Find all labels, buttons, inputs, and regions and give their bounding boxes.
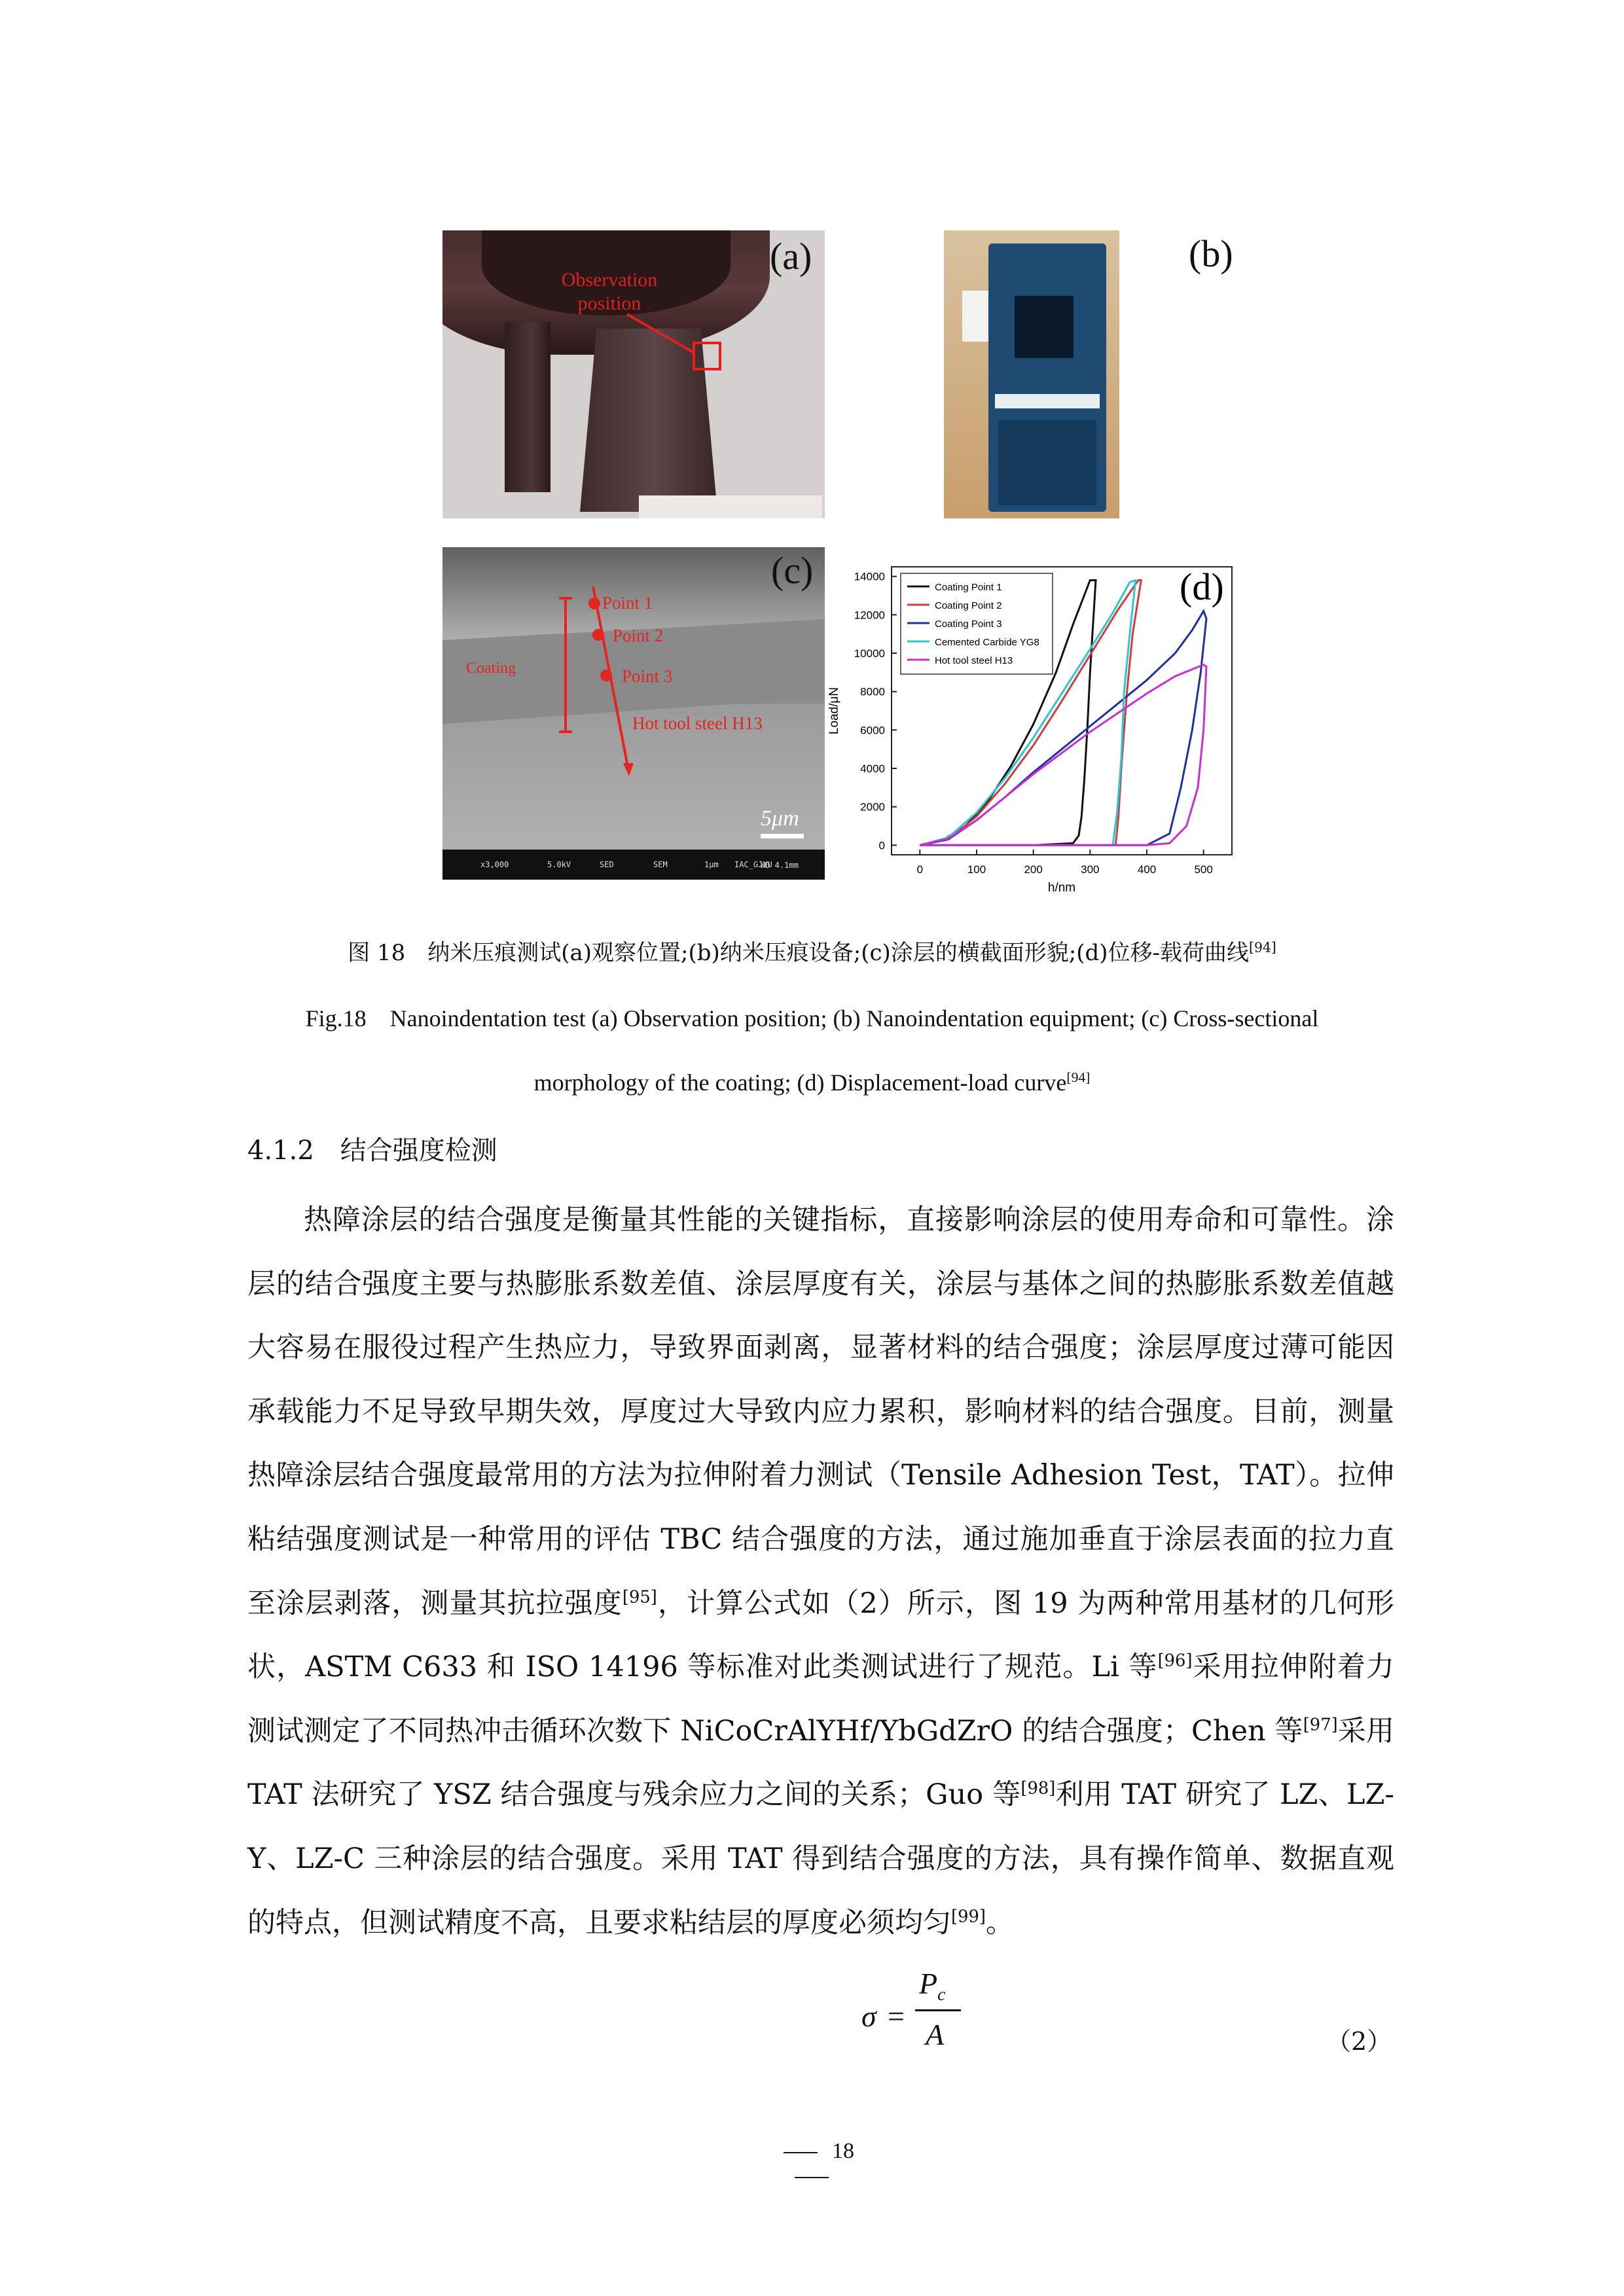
y-tick-label: 0: [878, 839, 885, 852]
scale-bar-label: 5μm: [761, 806, 799, 831]
formula-denominator: A: [926, 2018, 945, 2051]
legend-label-4: Cemented Carbide YG8: [935, 637, 1039, 648]
caption-cn-text: 图 18 纳米压痕测试(a)观察位置;(b)纳米压痕设备;(c)涂层的横截面形貌;(d)位移-载荷曲线: [348, 940, 1250, 966]
y-tick-label: 2000: [860, 800, 885, 814]
y-tick-label: 12000: [854, 609, 885, 622]
sem-lab: IAC_GJYU: [734, 860, 772, 869]
y-tick-label: 10000: [854, 647, 885, 660]
x-tick-label: 300: [1081, 863, 1100, 876]
point-2-label: Point 2: [613, 626, 664, 645]
citation-ref: [99]: [951, 1907, 986, 1927]
caption-cn-ref: [94]: [1249, 939, 1276, 956]
observation-position-label: Observation position: [561, 269, 658, 314]
legend-label-2: Coating Point 2: [935, 600, 1002, 611]
equation-number: （2）: [1326, 2027, 1392, 2056]
figure-panel-b: [944, 230, 1119, 518]
y-tick-label: 8000: [860, 685, 885, 698]
y-tick-label: 4000: [860, 762, 885, 775]
point-1-label: Point 1: [602, 593, 653, 613]
x-tick-label: 0: [916, 863, 924, 876]
x-tick-label: 100: [967, 863, 986, 876]
paragraph-text: ，计算公式如（2）所示，图 19 为两种常用基材的几何形状，ASTM C633 和 ISO 14196 等标准对此类测试进行了规范。Li 等: [247, 1587, 1394, 1684]
citation-ref: [96]: [1157, 1651, 1193, 1671]
panel-tag-b: (b): [1189, 232, 1233, 275]
caption-en-ref: [94]: [1066, 1069, 1091, 1085]
point-3-marker: [600, 670, 612, 681]
formula-fraction-bar: [915, 2009, 961, 2011]
x-tick-label: 400: [1137, 863, 1157, 876]
figure-panel-c: [442, 547, 825, 880]
machine-lower-panel: [998, 420, 1096, 505]
x-axis-label: h/nm: [1047, 881, 1076, 895]
y-tick-label: 6000: [860, 724, 885, 737]
section-paragraph: [247, 1189, 1394, 1955]
nanoindenter-machine: [988, 243, 1106, 512]
y-axis-label: Load/μN: [827, 687, 841, 735]
paragraph-text: 采用 TAT 法研究了 YSZ 结合强度与残余应力之间的关系；Guo 等: [247, 1714, 1395, 1812]
point-2-marker: [592, 629, 604, 641]
machine-stripe: [995, 394, 1100, 408]
caption-en-line2: [0, 1067, 1624, 1098]
formula-eq: =: [888, 2000, 905, 2033]
section-heading: 4.1.2 结合强度检测: [247, 1136, 497, 1166]
caption-cn: [0, 937, 1624, 969]
steel-label: Hot tool steel H13: [632, 713, 763, 733]
impeller-base: [639, 495, 822, 518]
legend-label-1: Coating Point 1: [935, 582, 1002, 593]
indent-path-arrowhead: [623, 763, 634, 776]
figure-panel-d: [826, 547, 1258, 906]
sem-voltage: 5.0kV: [547, 860, 571, 869]
paragraph-text: 利用 TAT 研究了 LZ、LZ-Y、LZ-C 三种涂层的结合强度。采用 TAT 得到结合强度的方法，具有操作简单、数据直观的特点，但测试精度不高，且要求粘结层的厚度必须均匀: [247, 1778, 1394, 1939]
sem-wd: WD 4.1mm: [761, 861, 799, 870]
sem-mode: SEM: [653, 860, 668, 869]
point-3-label: Point 3: [622, 666, 673, 686]
legend-label-3: Coating Point 3: [935, 619, 1002, 630]
citation-ref: [97]: [1303, 1715, 1338, 1735]
citation-ref: [95]: [622, 1587, 657, 1607]
paragraph-text: 热障涂层的结合强度是衡量其性能的关键指标，直接影响涂层的使用寿命和可靠性。涂层的结合强度主要与热膨胀系数差值、涂层厚度有关，涂层与基体之间的热膨胀系数差值越大容易在服役过程产生热应力，导致界面剥离，显著材料的结合强度；涂层厚度过薄可能因承载能力不足导致早期失效，厚度过大导致内应力累积，影响材料的结合强度。目前，测量热障涂层结合强度最常用的方法为拉伸附着力测试（Tensile Adhesion Test，TAT）。拉伸粘结强度测试是一种常用的评估 TBC 结合强度的方法，通过施加垂直于涂层表面的拉力直至涂层剥落，测量其抗拉强度: [247, 1204, 1394, 1620]
paragraph-text: 采用拉伸附着力测试测定了不同热冲击循环次数下 NiCoCrAlYHf/YbGdZrO 的结合强度；Chen 等: [247, 1651, 1395, 1748]
caption-en-text: morphology of the coating; (d) Displacement-load curve: [533, 1069, 1067, 1096]
page-dash-right: [795, 2177, 829, 2178]
load-displacement-chart: [826, 547, 1258, 906]
scale-bar: [761, 834, 804, 838]
y-tick-label: 14000: [854, 570, 885, 583]
sem-magnification: x3,000: [480, 860, 509, 869]
sem-scale: 1μm: [704, 860, 719, 869]
page-number: [746, 2139, 877, 2189]
legend-label-5: Hot tool steel H13: [935, 655, 1013, 666]
panel-tag-d: (d): [1180, 565, 1224, 608]
observation-box: [693, 342, 721, 370]
formula-numerator-sub: c: [937, 1984, 946, 2005]
impeller-pillar: [505, 322, 550, 492]
page-number-text: 18: [832, 2139, 854, 2163]
sem-info-bar: [442, 850, 825, 880]
machine-window: [1015, 296, 1074, 358]
caption-en-line1: Fig.18 Nanoindentation test (a) Observation position; (b) Nanoindentation equipment; (c) Cross-sectional: [305, 1005, 1319, 1031]
x-tick-label: 500: [1194, 863, 1213, 876]
citation-ref: [98]: [1020, 1779, 1056, 1799]
coating-label: Coating: [466, 660, 516, 677]
point-1-marker: [588, 598, 600, 609]
panel-tag-c: (c): [771, 549, 814, 592]
paragraph-text: 。: [985, 1906, 1014, 1939]
x-tick-label: 200: [1024, 863, 1043, 876]
formula-lhs: σ: [861, 2000, 876, 2033]
figure-panel-a: [442, 230, 825, 518]
page-dash-left: [784, 2152, 818, 2153]
formula-numerator: [919, 1966, 945, 2005]
formula-numerator-var: P: [919, 1967, 938, 2000]
panel-tag-a: (a): [770, 235, 812, 278]
sem-detector: SED: [600, 860, 614, 869]
